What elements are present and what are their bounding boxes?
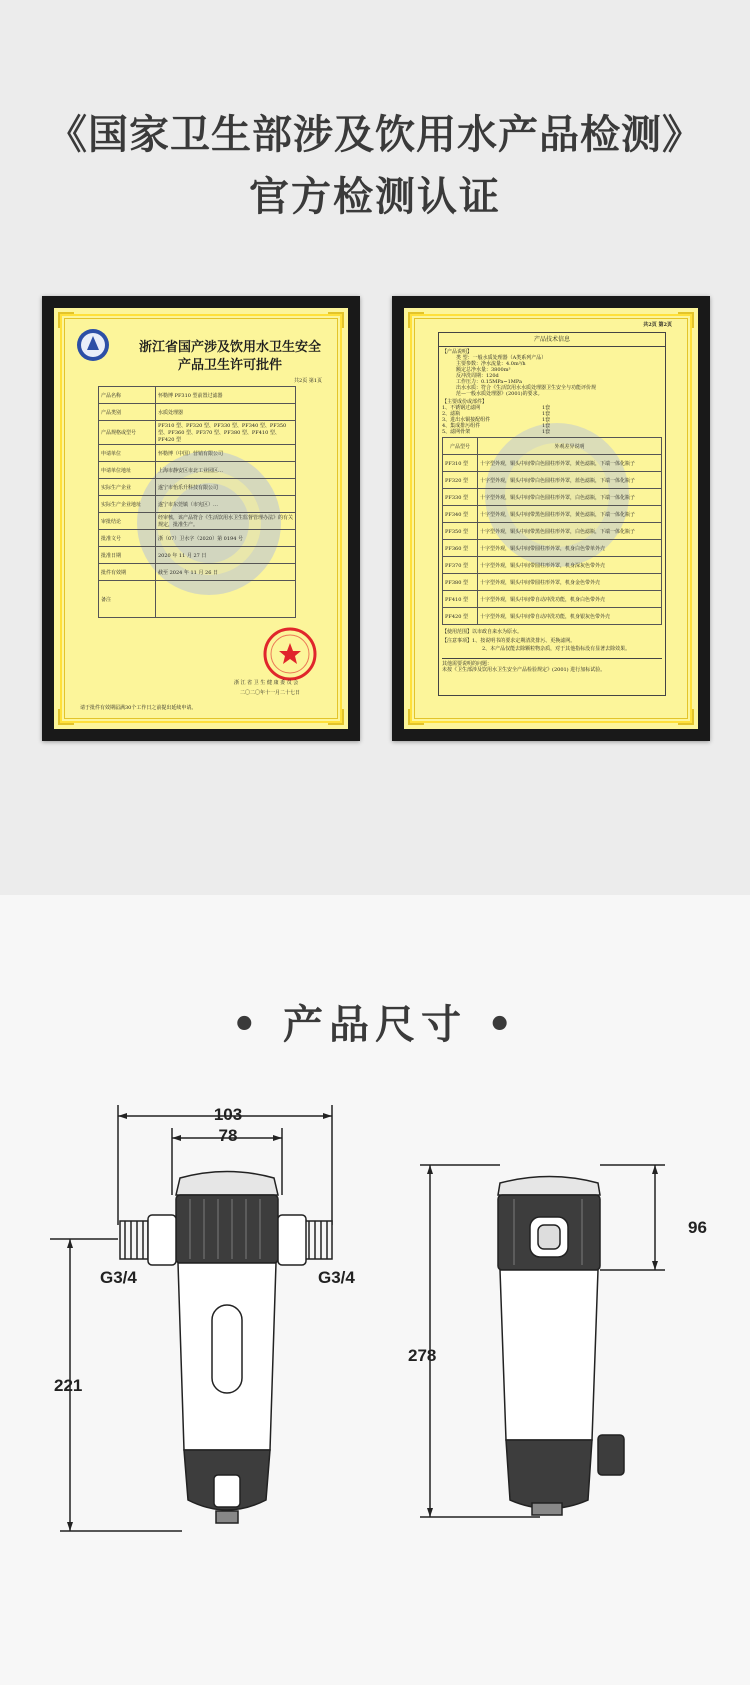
cert1-row-value: 怀勒博（中国）营销有限公司 [156, 445, 296, 462]
cert1-row-value: 截至 2024 年 11 月 26 日 [156, 564, 296, 581]
cert2-info-box [438, 332, 666, 696]
cert2-model-row [443, 591, 662, 608]
cert1-table-row [99, 513, 296, 530]
cert1-title-line1: 浙江省国产涉及饮用水卫生安全 [138, 340, 321, 355]
cert1-table-row [99, 530, 296, 547]
cert2-model-name: PF310 型 [443, 455, 478, 472]
cert2-footer-2: 未按《卫生部涉及饮用水卫生安全产品检验规定》(2001) 进行加标试验。 [442, 667, 606, 674]
cert2-part-qty: 1套 [542, 405, 551, 412]
cert1-table-row [99, 445, 296, 462]
cert2-model-desc: 十字型外观，铜头中间带白色圆柱形外罩，黄色滤瓶，下端一体化瓶子 [478, 455, 662, 472]
cert2-model-name: PF350 型 [443, 523, 478, 540]
cert2-part-name: 4、集成排污组件 [442, 423, 481, 430]
cert1-row-label: 审批结论 [99, 513, 156, 530]
cert2-model-row [443, 455, 662, 472]
cert2-model-row [443, 608, 662, 625]
certification-heading-line1: 《国家卫生部涉及饮用水产品检测》 [47, 112, 703, 158]
cert2-desc-line: 反冲洗周期：120d [456, 373, 499, 380]
cert1-row-label: 实际生产企业 [99, 479, 156, 496]
cert2-model-desc: 十字型外观，铜头中间带圆柱形外罩，机身金色带外壳 [478, 574, 662, 591]
cert2-model-name: PF320 型 [443, 472, 478, 489]
cert1-table-row [99, 462, 296, 479]
cert1-row-value: 遂宁市怡乐升科技有限公司 [156, 479, 296, 496]
cert2-desc-line: 类 型：一般水质处理器（A类系列产品） [456, 355, 547, 362]
cert2-model-name: PF380 型 [443, 574, 478, 591]
cert1-page-info: 共2页 第1页 [294, 378, 322, 384]
cert2-model-desc: 十字型外观，铜头中间带黑色圆柱形外罩，白色滤瓶，下端一体化瓶子 [478, 523, 662, 540]
cert2-part-qty: 1套 [542, 429, 551, 436]
cert1-row-value: PF310 型、PF320 型、PF330 型、PF340 型、PF350 型、PF360 型、PF370 型、PF380 型、PF410 型、PF420 型 [156, 421, 296, 445]
cert2-part-name: 1、不锈钢过滤网 [442, 405, 481, 412]
certification-heading-line2: 官方检测认证 [249, 174, 501, 220]
dim-label-96: 96 [688, 1218, 707, 1237]
cert1-row-value: 经审核，该产品符合《生活饮用水卫生监督管理办法》的有关规定，批准生产。 [156, 513, 296, 530]
cert2-part-qty: 1套 [542, 411, 551, 418]
dim-label-221: 221 [54, 1376, 83, 1395]
cert2-model-row [443, 489, 662, 506]
cert2-model-desc: 十字型外观，铜头中间带自动冲洗功能，机身银灰色带外壳 [478, 608, 662, 625]
cert2-model-desc: 十字型外观，铜头中间带自动冲洗功能，机身白色带外壳 [478, 591, 662, 608]
cert2-model-desc: 十字型外观，铜头中间带黑色圆柱形外罩，黄色滤瓶，下端一体化瓶子 [478, 506, 662, 523]
cert1-row-value [156, 581, 296, 618]
cert1-footer: 请于批件有效期届满30个工作日之前提出延续申请。 [80, 705, 197, 711]
cert2-desc-line: 主要参数：净水流量：4.0m³/h [456, 361, 526, 368]
certificate-1 [42, 296, 360, 741]
cert2-body [439, 347, 665, 675]
cert1-row-label: 产品规格或型号 [99, 421, 156, 445]
dim-label-thread-left: G3/4 [100, 1268, 137, 1287]
cert2-model-desc: 十字型外观，铜头中间带圆柱形外罩，机身白色带单外壳 [478, 540, 662, 557]
cert2-model-row [443, 557, 662, 574]
dim-label-78: 78 [218, 1126, 238, 1145]
cert2-model-header-cell: 产品型号 [443, 438, 478, 455]
cert1-row-label: 产品名称 [99, 387, 156, 404]
cert2-model-row [443, 506, 662, 523]
cert1-row-value: 浙（07）卫水字（2020）第 0194 号 [156, 530, 296, 547]
cert1-row-label: 备注 [99, 581, 156, 618]
emblem-icon [76, 328, 110, 362]
cert2-model-header-cell: 外观差异说明 [478, 438, 662, 455]
cert2-model-name: PF340 型 [443, 506, 478, 523]
cert2-notes [442, 638, 662, 644]
cert1-table-row [99, 564, 296, 581]
cert1-row-label: 批准文号 [99, 530, 156, 547]
cert2-footer-1: 其他需要说明的问题： [442, 661, 493, 668]
cert2-desc-line: 额定总净水量：3800m³ [456, 367, 511, 374]
cert2-model-row [443, 574, 662, 591]
cert2-page-info: 共2页 第2页 [643, 322, 672, 328]
cert1-issuer: 浙 江 省 卫 生 健 康 委 员 会 [234, 680, 299, 686]
cert1-row-label: 实际生产企业地址 [99, 496, 156, 513]
cert2-desc-line: 出水水质：符合《生活饮用水水质处理器卫生安全与功能评价规 [456, 385, 597, 392]
cert2-part-qty: 1套 [542, 417, 551, 424]
cert2-model-name: PF330 型 [443, 489, 478, 506]
cert2-model-name: PF370 型 [443, 557, 478, 574]
cert1-table-row [99, 479, 296, 496]
cert1-date: 二〇二〇年十一月二十七日 [240, 690, 301, 696]
dim-label-278: 278 [408, 1346, 437, 1365]
cert2-desc-line: 工作压力：0.15MPa~1MPa [456, 379, 522, 386]
cert2-part-name: 3、进出水铜接配组件 [442, 417, 491, 424]
cert1-row-label: 批准日期 [99, 547, 156, 564]
cert2-part-name: 2、滤瓶 [442, 411, 461, 418]
cert1-row-value: 上海市静安区市北工业园区… [156, 462, 296, 479]
dim-label-103: 103 [213, 1105, 243, 1124]
cert1-table-row [99, 581, 296, 618]
cert2-model-row [443, 472, 662, 489]
cert2-usage [442, 629, 662, 635]
cert1-row-value: 水质处理器 [156, 404, 296, 421]
cert2-model-desc: 十字型外观，铜头中间带白色圆柱形外罩，蓝色滤瓶，下端一体化瓶子 [478, 472, 662, 489]
cert1-table-row [99, 547, 296, 564]
dimensions-section [0, 895, 750, 1685]
cert1-row-value: 怀勒博 PF310 型前置过滤器 [156, 387, 296, 404]
cert1-table-row [99, 421, 296, 445]
cert2-model-name: PF360 型 [443, 540, 478, 557]
cert1-table-row [99, 496, 296, 513]
cert2-model-name: PF420 型 [443, 608, 478, 625]
cert2-note-1: 1、按说明书的要求定期清洗排污、更换滤网。 [472, 638, 576, 645]
certificate-2 [392, 296, 710, 741]
cert1-table [98, 386, 296, 618]
cert2-note-2: 2、本产品仅能去除颗粒物杂质，对于其他指标没有显著去除效果。 [482, 646, 631, 653]
cert2-model-header-row [443, 438, 662, 455]
dim-label-thread-right: G3/4 [318, 1268, 355, 1287]
official-red-seal [262, 626, 318, 682]
dimension-drawing [0, 895, 750, 1685]
cert2-box-title: 产品技术信息 [439, 333, 665, 347]
cert2-desc-heading: 【产品说明】 [442, 349, 473, 356]
cert2-part-item [442, 429, 662, 435]
cert2-usage-heading: 【使用范围】 [442, 629, 473, 636]
cert1-row-value: 2020 年 11 月 27 日 [156, 547, 296, 564]
cert1-row-label: 申请单位 [99, 445, 156, 462]
cert1-row-label: 申请单位地址 [99, 462, 156, 479]
cert2-notes-heading: 【注意事项】 [442, 638, 473, 645]
cert1-row-label: 批件有效期 [99, 564, 156, 581]
cert2-part-name: 5、滤网骨架 [442, 429, 471, 436]
cert1-title-line2: 产品卫生许可批件 [177, 358, 282, 373]
cert2-model-desc: 十字型外观，铜头中间带白色圆柱形外罩，白色滤瓶，下端一体化瓶子 [478, 489, 662, 506]
cert1-table-row [99, 387, 296, 404]
cert2-desc-line: 范—一般水质处理器》(2001)的要求。 [456, 391, 543, 398]
cert2-model-desc: 十字型外观，铜头中间带圆柱形外罩，机身深灰色带外壳 [478, 557, 662, 574]
cert2-usage-text: 以市政自来水为原水。 [472, 629, 523, 636]
cert2-model-row [443, 540, 662, 557]
cert2-model-row [443, 523, 662, 540]
cert1-row-value: 遂宁市东莞镇（市宪区）… [156, 496, 296, 513]
cert1-table-row [99, 404, 296, 421]
cert2-parts-heading: 【主要成份或部件】 [442, 399, 488, 406]
cert1-row-label: 产品类别 [99, 404, 156, 421]
dimensions-heading: • 产品尺寸 • [231, 1002, 519, 1048]
cert2-part-qty: 1套 [542, 423, 551, 430]
cert2-model-name: PF410 型 [443, 591, 478, 608]
